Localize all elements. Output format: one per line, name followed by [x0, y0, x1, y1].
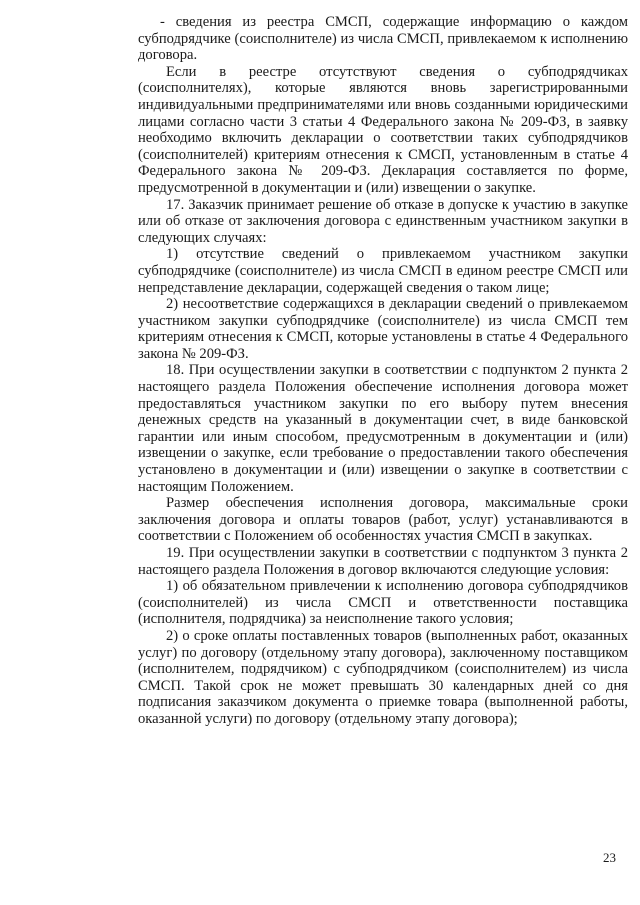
paragraph-clause-17-item-1: 1) отсутствие сведений о привлекаемом участником закупки субподрядчике (соисполнителе) из числа СМСП в едином реестре СМСП или непредставление декларации, содержащей сведения о таком лице;	[138, 246, 628, 296]
paragraph-declaration-requirement: Если в реестре отсутствуют сведения о субподрядчиках (соисполнителях), которые являются вновь зарегистрированными индивидуальными предпринимателями или вновь созданными юридическими лицами согласно части 3 статьи 4 Федерального закона № 209-ФЗ, в заявку необходимо включить декларации о соответствии таких субподрядчиков (соисполнителей) критериям отнесения к СМСП, установленным в статье 4 Федерального закона № 209-ФЗ. Декларация составляется по форме, предусмотренной в документации и (или) извещении о закупке.	[138, 63, 628, 196]
paragraph-clause-19: 19. При осуществлении закупки в соответствии с подпунктом 3 пункта 2 настоящего раздела Положения в договор включаются следующие условия:	[138, 545, 628, 578]
paragraph-clause-17: 17. Заказчик принимает решение об отказе в допуске к участию в закупке или об отказе от заключения договора с единственным участником закупки в следующих случаях:	[138, 196, 628, 246]
paragraph-smsp-registry-info: - сведения из реестра СМСП, содержащие информацию о каждом субподрядчике (соисполнителе) из числа СМСП, привлекаемом к исполнению договора.	[138, 14, 628, 64]
paragraph-clause-18: 18. При осуществлении закупки в соответствии с подпунктом 2 пункта 2 настоящего раздела Положения обеспечение исполнения договора может предоставляться участником закупки по его выбору путем внесения денежных средств на указанный в документации счет, в виде банковской гарантии или иным способом, предусмотренным в документации и (или) извещении о закупке, если требование о предоставлении такого обеспечения установлено в документации и (или) извещении о закупке в соответствии с настоящим Положением.	[138, 362, 628, 495]
paragraph-clause-19-item-2: 2) о сроке оплаты поставленных товаров (выполненных работ, оказанных услуг) по договору (отдельному этапу договора), заключенному поставщиком (исполнителем, подрядчиком) с субподрядчиком (соисполнителем) из числа СМСП. Такой срок не может превышать 30 календарных дней со дня подписания заказчиком документа о приемке товара (выполненной работы, оказанной услуги) по договору (отдельному этапу договора);	[138, 627, 628, 727]
page-number: 23	[603, 850, 616, 865]
paragraph-security-amount: Размер обеспечения исполнения договора, максимальные сроки заключения договора и оплаты товаров (работ, услуг) устанавливаются в соответствии с Положением об особенностях участия СМСП в закупках.	[138, 495, 628, 545]
paragraph-clause-19-item-1: 1) об обязательном привлечении к исполнению договора субподрядчиков (соисполнителей) из числа СМСП и ответственности поставщика (исполнителя, подрядчика) за неисполнение такого условия;	[138, 578, 628, 628]
paragraph-clause-17-item-2: 2) несоответствие содержащихся в декларации сведений о привлекаемом участником закупки субподрядчике (соисполнителе) из числа СМСП тем критериям отнесения к СМСП, которые установлены в статье 4 Федерального закона № 209-ФЗ.	[138, 296, 628, 362]
